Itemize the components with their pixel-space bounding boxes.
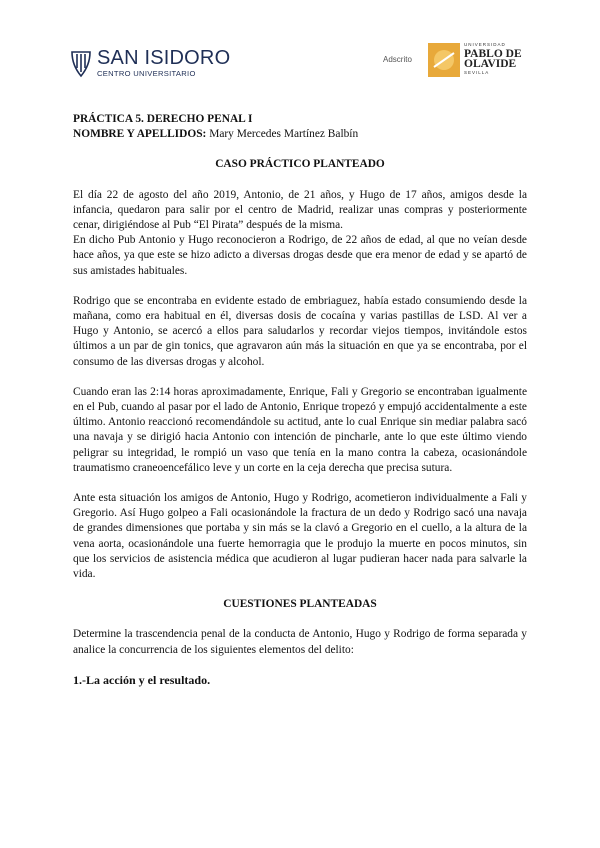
- paragraph-2: En dicho Pub Antonio y Hugo reconocieron a Rodrigo, de 22 años de edad, al que no veían desde hace años, ya que este se hizo adicto a diversas drogas desde que era menor de edad y se apartó de sus amistades habituales.: [73, 234, 527, 277]
- olavide-emblem-icon: [428, 43, 460, 77]
- question-1: 1.-La acción y el resultado.: [73, 672, 211, 687]
- paragraph-4: Cuando eran las 2:14 horas aproximadamente, Enrique, Fali y Gregorio se encontraban igualmente en el Pub, cuando al pasar por el lado de Antonio, Enrique tropezó y empujó accidentalmente a este último. Antonio reaccionó recomendándole su actitud, ante lo cual Enrique sin mediar palabra sacó una navaja y se dirigió hacia Antonio con intención de pincharle, ante lo que este último viendo peligrar su integridad, le rompió un vaso que tenía en la mano contra la cabeza, ocasionándole traumatismo craneoencefálico leve y un corte en la ceja derecha que precisa sutura.: [73, 385, 527, 474]
- upo-university-label: UNIVERSIDAD: [464, 42, 506, 47]
- name-value: Mary Mercedes Martínez Balbín: [209, 128, 359, 141]
- practice-label: PRÁCTICA 5. DERECHO PENAL I: [73, 113, 253, 125]
- document-body: [73, 112, 527, 688]
- questions-intro: Determine la trascendencia penal de la conducta de Antonio, Hugo y Rodrigo de forma separada y analice la concurrencia de los siguientes elementos del delito:: [73, 628, 527, 656]
- case-title: CASO PRÁCTICO PLANTEADO: [215, 158, 385, 171]
- paragraph-3: Rodrigo que se encontraba en evidente estado de embriaguez, había estado consumiendo desde la mañana, como era habitual en él, diversas dosis de cocaína y varias pastillas de LSD. Al ver a Hugo y Antonio, se acercó a ellos para saludarlos y recordar viejos tiempos, invitándole estos últimos a un par de gin tonics, que agravaron aún más la situación en que ya se encontraba, por el consumo de las diversas drogas y alcohol.: [73, 294, 527, 368]
- paragraph-5: Ante esta situación los amigos de Antonio, Hugo y Rodrigo, acometieron individualmente a Fali y Gregorio. Así Hugo golpeo a Fali ocasionándole la fractura de un dedo y Rodrigo sacó una navaja de grandes dimensiones que portaba y sin más se la clavó a Gregorio en el cuello, a la altura de la vena aorta, ocasionándole una fuerte hemorragia que le produjo la muerte en pocos minutos, sin que los servicios de asistencia médica que acudieron al lugar pudieran hacer nada para salvarle la vida.: [73, 492, 527, 581]
- paragraph-1: El día 22 de agosto del año 2019, Antonio, de 21 años, y Hugo de 17 años, amigos desde la infancia, quedaron para salir por el centro de Madrid, realizar unas compras y posteriormente cenar, dirigiéndose al Pub “El Pirata” después de la misma.: [73, 188, 527, 232]
- upo-name-1: PABLO DE: [464, 47, 522, 60]
- san-isidoro-emblem-icon: [70, 48, 92, 78]
- name-label: NOMBRE Y APELLIDOS:: [73, 128, 207, 141]
- pablo-olavide-logo: [428, 43, 532, 77]
- san-isidoro-logo: [70, 46, 230, 80]
- adscrito-label: Adscrito: [383, 55, 412, 64]
- upo-city: SEVILLA: [464, 69, 490, 75]
- logo-subtitle: CENTRO UNIVERSITARIO: [97, 69, 196, 79]
- upo-name-2: OLAVIDE: [464, 58, 517, 70]
- questions-title: CUESTIONES PLANTEADAS: [223, 598, 377, 611]
- logo-title: SAN ISIDORO: [97, 47, 231, 70]
- name-line: [73, 127, 527, 142]
- page-header: [0, 0, 600, 100]
